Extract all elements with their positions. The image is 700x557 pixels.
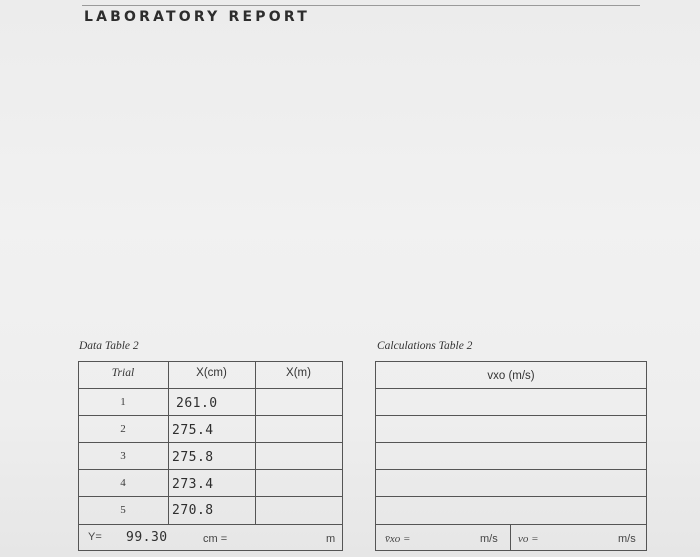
- calc-table-top-border: [375, 361, 647, 362]
- calc-table-footer-divider: [510, 524, 511, 550]
- trial-number: 1: [120, 396, 126, 408]
- x-cm-value: 273.4: [172, 477, 214, 492]
- data-table-row-divider: [78, 524, 343, 525]
- calc-table-left-border: [375, 361, 376, 550]
- calc-table-header-divider: [375, 388, 647, 389]
- x-cm-header: X(cm): [196, 367, 227, 379]
- data-table-col-divider: [255, 361, 256, 524]
- cm-equals-label: cm =: [203, 533, 228, 545]
- data-table-top-border: [78, 361, 343, 362]
- report-title: LABORATORY REPORT: [84, 9, 310, 25]
- calc-table-bottom-border: [375, 550, 647, 551]
- calc-table-row-divider: [375, 442, 647, 443]
- vo-unit: m/s: [618, 533, 636, 545]
- x-cm-value: 275.8: [172, 450, 214, 465]
- calc-table-right-border: [646, 361, 647, 550]
- m-unit-label: m: [326, 533, 336, 545]
- x-m-header: X(m): [286, 367, 311, 379]
- calc-table-row-divider: [375, 415, 647, 416]
- calc-table-row-divider: [375, 469, 647, 470]
- data-table-col-divider: [168, 361, 169, 524]
- data-table-right-border: [342, 361, 343, 550]
- calc-table-caption: Calculations Table 2: [377, 340, 473, 352]
- data-table-header-divider: [78, 388, 343, 389]
- trial-header: Trial: [111, 367, 135, 379]
- mean-vxo-label: v̄xo =: [385, 533, 411, 545]
- vxo-header: vxo (m/s): [487, 370, 535, 382]
- data-table-row-divider: [78, 442, 343, 443]
- mean-vxo-unit: m/s: [480, 533, 498, 545]
- calc-table-row-divider: [375, 524, 647, 525]
- trial-number: 2: [120, 423, 126, 435]
- vo-label: vo =: [518, 533, 539, 545]
- x-cm-value: 261.0: [176, 396, 218, 411]
- data-table-row-divider: [78, 469, 343, 470]
- top-rule: [82, 5, 640, 6]
- trial-number: 4: [120, 477, 126, 489]
- data-table-row-divider: [78, 415, 343, 416]
- data-table-bottom-border: [78, 550, 343, 551]
- x-cm-value: 270.8: [172, 503, 214, 518]
- x-cm-value: 275.4: [172, 423, 214, 438]
- y-value: 99.30: [126, 530, 168, 545]
- y-label: Y=: [88, 531, 102, 543]
- data-table-caption: Data Table 2: [79, 340, 139, 352]
- calc-table-row-divider: [375, 496, 647, 497]
- data-table-row-divider: [78, 496, 343, 497]
- trial-number: 3: [120, 450, 126, 462]
- trial-number: 5: [120, 504, 126, 516]
